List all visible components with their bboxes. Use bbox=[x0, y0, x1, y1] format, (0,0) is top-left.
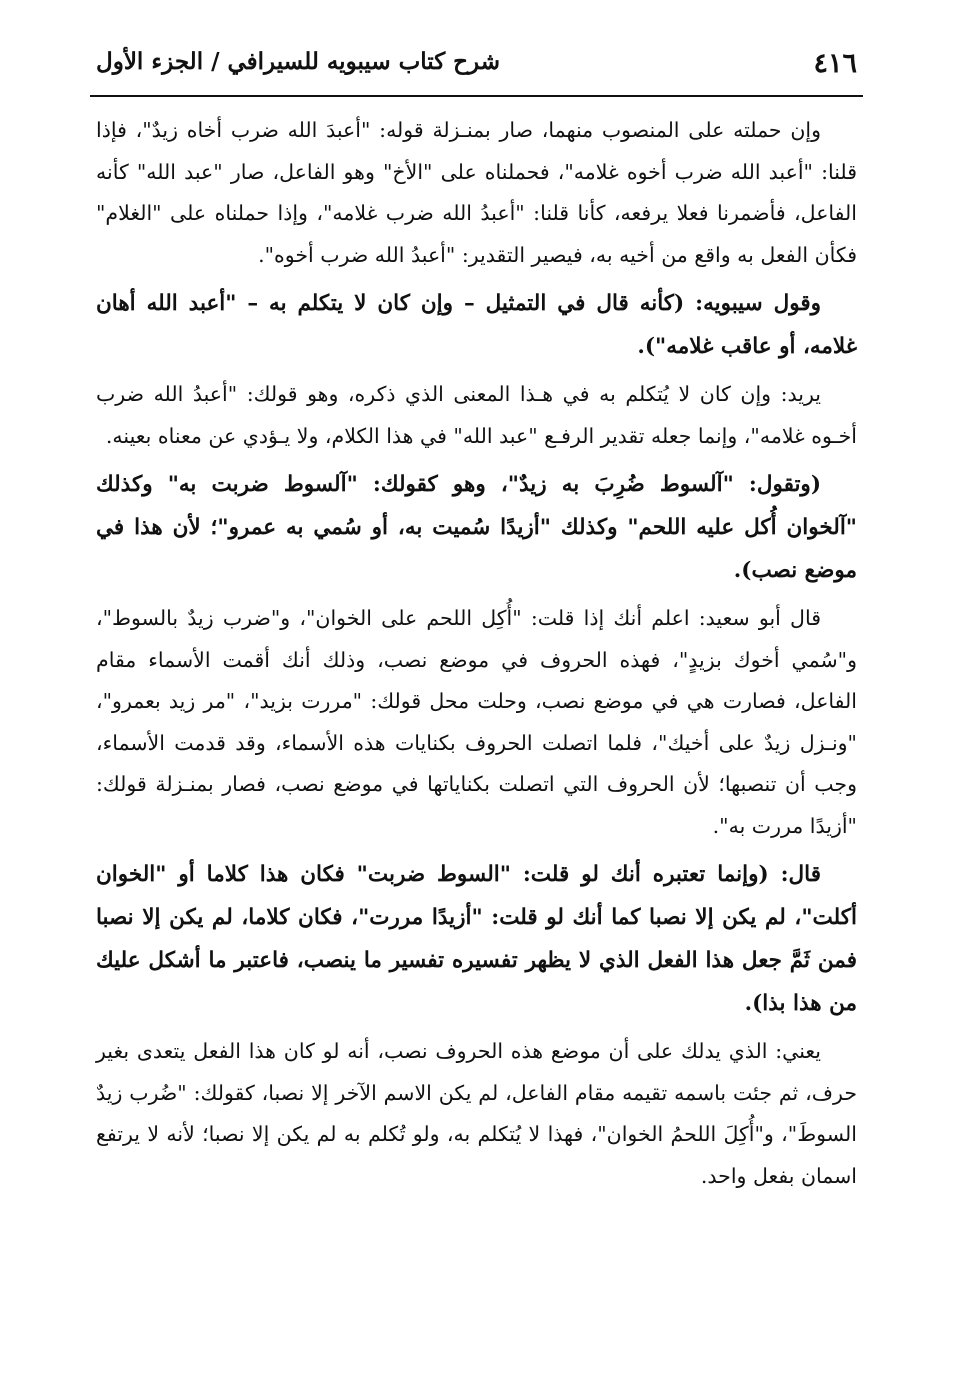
sibawayh-quote-paragraph: وقول سيبويه: (كأنه قال في التمثيل – وإن كان لا يتكلم به – "أعبد الله أهان غلامه، أو عاقب غلامه"). bbox=[96, 291, 857, 359]
page-header bbox=[96, 42, 857, 92]
commentary-paragraph: وإن حملته على المنصوب منهما، صار بمنـزلة قوله: "أعبدَ الله ضرب أخاه زيدٌ"، فإذا قلنا: "أعبد الله ضرب أخوه غلامه"، فحملناه على "الأخ" وهو الفاعل، صار "عبد الله" كأنه الفاعل، فأضمرنا فعلا يرفعه، كأنا قلنا: "أعبدُ الله ضرب غلامه"، وإذا حملناه على "الغلام" فكأن الفعل به واقع من أخيه به، فيصير التقدير: "أعبدُ الله ضرب أخوه". bbox=[96, 118, 857, 267]
commentary-paragraph: قال أبو سعيد: اعلم أنك إذا قلت: "أُكِل اللحم على الخوان"، و"ضرب زيدٌ بالسوط"، و"سُمي أخوك بزيدٍ"، فهذه الحروف في موضع نصب، وذلك أنك أقمت الأسماء مقام الفاعل، فصارت هي في موضع نصب، وحلت محل قولك: "مررت بزيد"، "مر زيد بعمرو"، "ونـزل زيدٌ على أخيك"، فلما اتصلت الحروف بكنايات هذه الأسماء، وقد قدمت الأسماء، وجب أن تنصبها؛ لأن الحروف التي اتصلت بكناياتها في موضع نصب، فصار بمنـزلة قولك: "أزيدًا مررت به". bbox=[96, 606, 857, 838]
sibawayh-quote-paragraph: (وتقول: "آلسوط ضُرِبَ به زيدٌ"، وهو كقولك: "آلسوط ضربت به" وكذلك "آلخوان أُكل عليه اللحم" وكذلك "أزيدًا سُميت به، أو سُمي به عمرو"؛ لأن هذا في موضع نصب). bbox=[96, 472, 857, 583]
running-title: شرح كتاب سيبويه للسيرافي / الجزء الأول bbox=[96, 48, 500, 75]
header-rule bbox=[90, 95, 863, 97]
page-body bbox=[96, 110, 857, 1203]
page-number: ٤١٦ bbox=[813, 48, 857, 79]
commentary-paragraph: يعني: الذي يدلك على أن موضع هذه الحروف نصب، أنه لو كان هذا الفعل يتعدى بغير حرف، ثم جئت باسمه تقيمه مقام الفاعل، لم يكن الاسم الآخر إلا نصبا، كقولك: "ضُرب زيدٌ السوطَ"، و"أُكِلَ اللحمُ الخوان"، فهذا لا يُتكلم به، ولو تُكلم به لم يكن إلا نصبا؛ لأنه لا يرتفع اسمان بفعل واحد. bbox=[96, 1039, 857, 1188]
sibawayh-quote-paragraph: قال: (وإنما تعتبره أنك لو قلت: "السوط ضربت" فكان هذا كلاما أو "الخوان أكلت"، لم يكن إلا نصبا كما أنك لو قلت: "أزيدًا مررت"، فكان كلاما، لم يكن إلا نصبا فمن ثَمَّ جعل هذا الفعل الذي لا يظهر تفسيره تفسير ما ينصب، فاعتبر ما أشكل عليك من هذا بذا). bbox=[96, 862, 857, 1016]
commentary-paragraph: يريد: وإن كان لا يُتكلم به في هـذا المعنى الذي ذكره، وهو قولك: "أعبدُ الله ضرب أخـوه غلامه"، وإنما جعله تقدير الرفـع "عبد الله" في هذا الكلام، ولا يـؤدي عن معناه بعينه. bbox=[96, 382, 857, 448]
